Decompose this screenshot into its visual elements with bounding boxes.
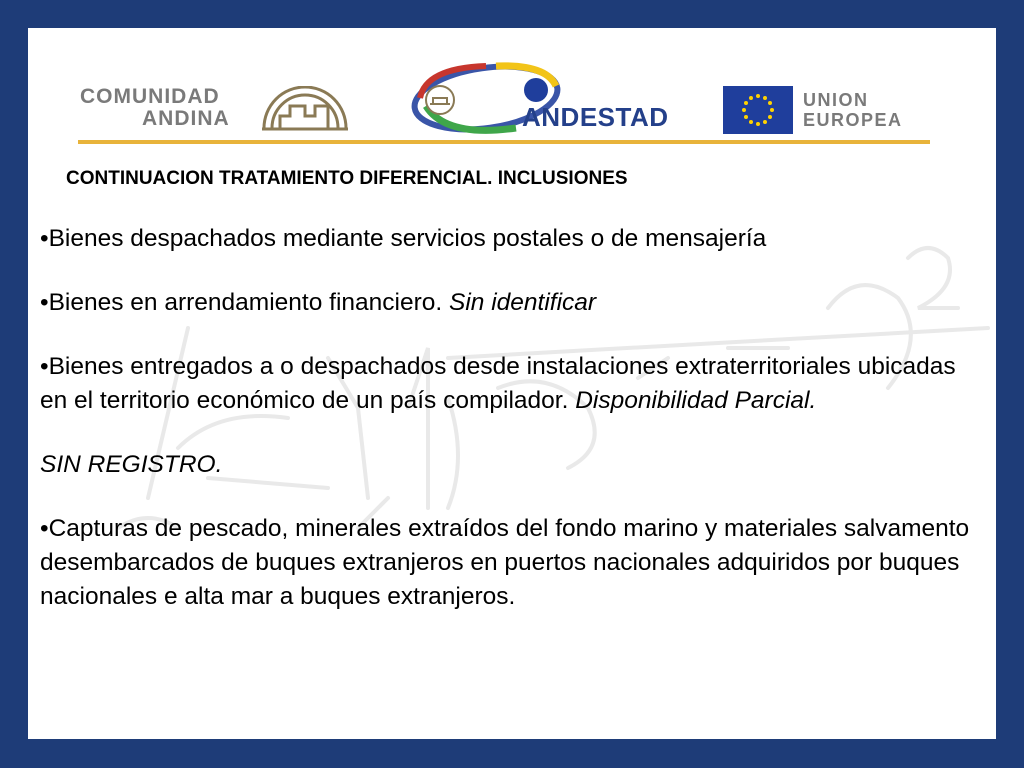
logo-andestad-text: ANDESTAD xyxy=(522,102,669,132)
header-divider xyxy=(78,140,930,144)
bullet-extraterritoriales-note: Disponibilidad Parcial. xyxy=(575,387,817,414)
comunidad-andina-logo xyxy=(80,86,350,136)
comunidad-andina-emblem-icon xyxy=(260,86,350,132)
logo-europea-text: EUROPEA xyxy=(803,110,903,130)
bullet-arrendamiento xyxy=(40,286,985,320)
bullet-extraterritoriales xyxy=(40,350,985,418)
union-europea-logo xyxy=(723,86,943,136)
logo-comunidad-text: COMUNIDAD xyxy=(80,85,220,108)
bullet-extraterritoriales-text: •Bienes entregados a o despachados desde instalaciones extraterritoriales ubicadas en el territorio económico de un país compilador. xyxy=(40,353,956,414)
header-band xyxy=(28,28,996,150)
logo-union-text: UNION xyxy=(803,90,869,110)
sin-registro-label: SIN REGISTRO. xyxy=(40,451,223,478)
andestad-logo xyxy=(406,58,696,138)
bullet-postales: •Bienes despachados mediante servicios postales o de mensajería xyxy=(40,225,767,252)
eu-stars-icon xyxy=(723,86,793,134)
bullet-arrendamiento-note: Sin identificar xyxy=(449,289,597,316)
slide xyxy=(28,28,996,739)
bullet-capturas: •Capturas de pescado, minerales extraídos del fondo marino y materiales salvamento desembarcados de buques extranjeros en puertos nacionales adquiridos por buques nacionales e alta mar a buques extranjeros. xyxy=(40,515,970,610)
bullet-arrendamiento-text: •Bienes en arrendamiento financiero. xyxy=(40,289,449,316)
eu-flag xyxy=(723,86,793,134)
slide-content xyxy=(40,164,985,614)
logo-andina-text: ANDINA xyxy=(142,107,230,130)
slide-subtitle: CONTINUACION TRATAMIENTO DIFERENCIAL. INCLUSIONES xyxy=(66,168,628,189)
